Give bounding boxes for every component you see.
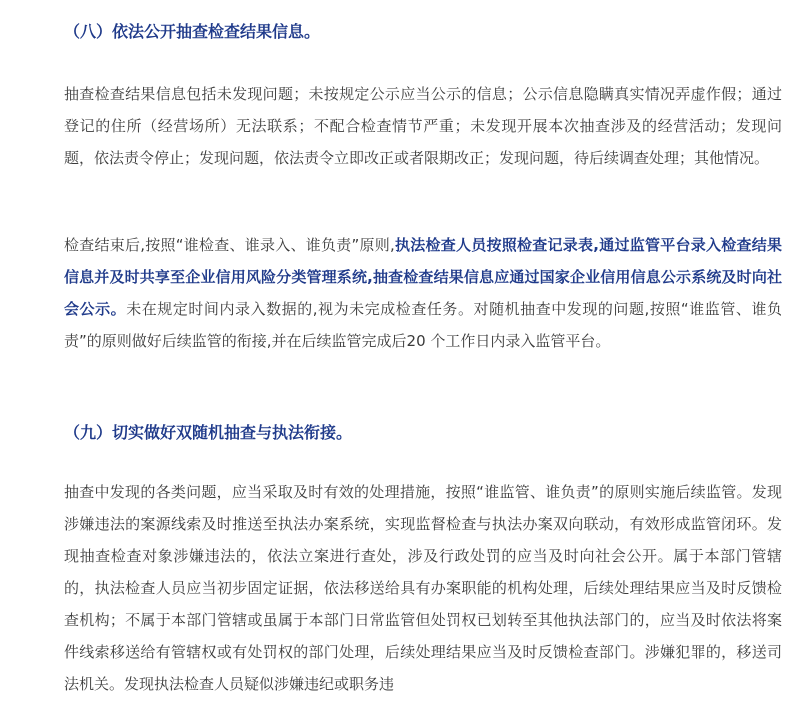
section-8-paragraph-2-highlight: 执法检查人员按照检查记录表,通过监管平台录入检查结果信息并及时共享至企业信用风险分类管理系统,抽查检查结果信息应通过国家企业信用信息公示系统及时向社会公示。 (64, 236, 782, 318)
section-8-paragraph-1: 抽查检查结果信息包括未发现问题；未按规定公示应当公示的信息；公示信息隐瞒真实情况弄虚作假；通过登记的住所（经营场所）无法联系；不配合检查情节严重；未发现开展本次抽查涉及的经营活动；发现问题，依法责令停止；发现问题，依法责令立即改正或者限期改正；发现问题，待后续调查处理；其他情况。 (64, 85, 782, 167)
section-9-heading: （九）切实做好双随机抽查与执法衔接。 (64, 423, 353, 442)
section-8-paragraph-2-lead: 检查结束后,按照“谁检查、谁录入、谁负责”原则, (64, 236, 395, 254)
section-8-paragraph-2 (64, 229, 782, 357)
section-8-paragraph-2-tail: 未在规定时间内录入数据的,视为未完成检查任务。对随机抽查中发现的问题,按照“谁监管、谁负责”的原则做好后续监管的衔接,并在后续监管完成后20 个工作日内录入监管平台。 (64, 300, 782, 350)
section-9-paragraph-1: 抽查中发现的各类问题，应当采取及时有效的处理措施，按照“谁监管、谁负责”的原则实施后续监管。发现涉嫌违法的案源线索及时推送至执法办案系统，实现监督检查与执法办案双向联动，有效形成监管闭环。发现抽查检查对象涉嫌违法的，依法立案进行查处，涉及行政处罚的应当及时向社会公开。属于本部门管辖的，执法检查人员应当初步固定证据，依法移送给具有办案职能的机构处理，后续处理结果应当及时反馈检查机构；不属于本部门管辖或虽属于本部门日常监管但处罚权已划转至其他执法部门的，应当及时依法将案件线索移送给有管辖权或有处罚权的部门处理，后续处理结果应当及时反馈检查部门。涉嫌犯罪的，移送司法机关。发现执法检查人员疑似涉嫌违纪或职务违 (64, 483, 782, 693)
section-8-heading: （八）依法公开抽查检查结果信息。 (64, 22, 321, 41)
